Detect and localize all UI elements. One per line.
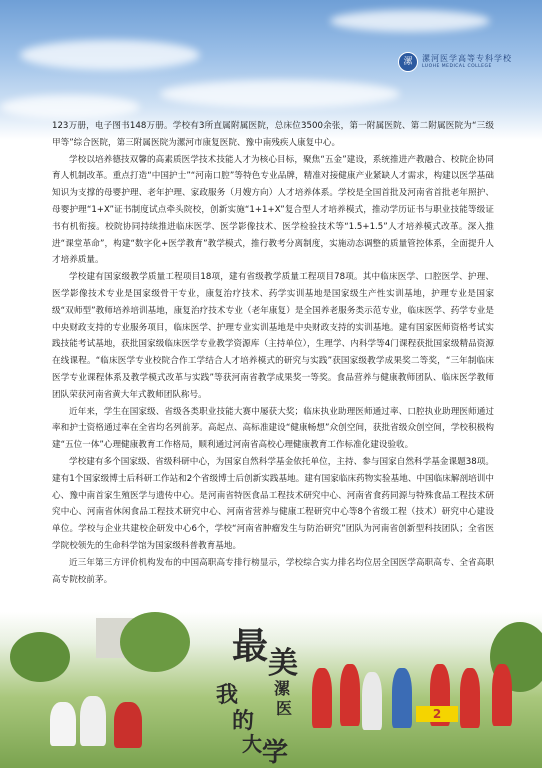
cloud	[330, 10, 490, 32]
school-emblem-icon: 漯	[398, 52, 418, 72]
calligraphy-luo: 漯	[274, 679, 291, 698]
calligraphy-da: 大	[242, 732, 262, 756]
student-figure	[80, 696, 106, 746]
calligraphy-mei: 美	[268, 646, 298, 681]
calligraphy-de: 的	[232, 708, 255, 734]
cloud	[160, 80, 400, 108]
cloud	[20, 40, 200, 70]
calligraphy-yi: 医	[276, 699, 293, 718]
dancer-figure	[340, 664, 360, 726]
page-number: 2	[416, 706, 458, 722]
school-name-cn: 漯河医学高等专科学校	[422, 54, 512, 63]
body-text	[52, 118, 494, 588]
dancer-figure	[312, 668, 332, 728]
dancer-figure	[392, 668, 412, 728]
cloud	[0, 95, 140, 119]
paragraph: 近三年第三方评价机构发布的中国高职高专排行榜显示，学校综合实力排名均位居全国医学高职高专、全省高职高专院校前茅。	[52, 557, 494, 585]
dancer-figure	[492, 664, 512, 726]
calligraphy-wo: 我	[216, 682, 239, 708]
paragraph: 学校建有国家级教学质量工程项目18项，建有省级教学质量工程项目78项。其中临床医学、口腔医学、护理、医学影像技术专业是国家级骨干专业，康复治疗技术、药学实训基地是国家级生产性实训基地，护理专业是国家级“双师型”教师培养培训基地，康复治疗技术专业（老年康复）是全国养老服务类示范专业，临床医学、药学专业是中央财政支持的专业服务项目，临床医学、护理专业实训基地是中央财政支持的实训基地。建有国家医师资格考试实践技能考试基地，获批国家级临床医学专业教学资源库（主持单位），生理学、内科学等4门课程获批国家级精品资源在线课程。“临床医学专业校院合作工学结合人才培养模式的研究与实践”获国家级教学成果奖二等奖，“三年制临床医学专业课程体系及教学模式改革与实践”等获河南省教学成果奖一等奖。食品营养与健康教师团队、临床医学教师团队荣获河南省黄大年式教师团队称号。	[52, 272, 494, 400]
paragraph: 学校建有多个国家级、省级科研中心，为国家自然科学基金依托单位，主持、参与国家自然科学基金课题38项。建有1个国家级博士后科研工作站和2个省级博士后创新实践基地。建有国家临床药物实验基地、中国临床解剖培训中心、豫中南首家生殖医学与遗传中心。是河南省特医食品工程技术研究中心、河南省食药同源与特殊食品工程技术研究中心、河南省休闲食品工程技术研究中心、河南省营养与健康工程研究中心等8个省级工程（技术）研究中心建设单位。学校与企业共建校企研发中心6个，学校“河南省肿瘤发生与防治研究”团队为河南省创新型科技团队；全省医学院校领先的生命科学馆为国家级科普教育基地。	[52, 456, 494, 551]
school-logo	[398, 52, 512, 72]
paragraph: 123万册，电子图书148万册。学校有3所直属附属医院，总床位3500余张，第一附属医院、第二附属医院为“三级甲等”综合医院，第三附属医院为漯河市康复医院、豫中南残疾人康复中心。	[52, 121, 494, 148]
student-figure	[114, 702, 142, 748]
tree	[10, 632, 70, 682]
paragraph: 近年来，学生在国家级、省级各类职业技能大赛中屡获大奖；临床执业助理医师通过率、口腔执业助理医师通过率和护士资格通过率在全省均名列前茅。高起点、高标准建设“健康畅想”众创空间，获批省级众创空间，学校积极构建“五位一体”心理健康教育工作格局，顺利通过河南省高校心理健康教育工作标准化建设验收。	[52, 406, 494, 451]
dancer-figure	[460, 668, 480, 728]
tree	[120, 612, 190, 672]
student-figure	[50, 702, 76, 746]
calligraphy-zui: 最	[232, 625, 269, 667]
paragraph: 学校以培养德技双馨的高素质医学技术技能人才为核心目标，聚焦“五金”建设，系统推进产教融合、校院企协同育人机制改革。重点打造“中国护士”“河南口腔”等特色专业品牌，精准对接健康产业紧缺人才需求，构建以医学基础知识为支撑的母婴护理、老年护理、家政服务（月嫂方向）人才培养体系。学校是全国首批及河南省首批老年照护、母婴护理“1+X”证书制度试点牵头院校，创新实施“1+1+X”复合型人才培养模式，推动学历证书与职业技能等级证书有机衔接。校院协同持续推进临床医学、医学影像技术、医学检验技术等“1.5+1.5”人才培养模式改革。深入推进“课堂革命”，构建“数字化+医学教育”教学模式，推行教考分离制度，实施动态调整的质量管控体系，全面提升人才培养质量。	[52, 154, 494, 266]
calligraphy-xue: 学	[262, 738, 289, 768]
school-name	[422, 54, 512, 70]
school-name-en: LUOHE MEDICAL COLLEGE	[422, 64, 492, 69]
dancer-figure	[362, 672, 382, 730]
